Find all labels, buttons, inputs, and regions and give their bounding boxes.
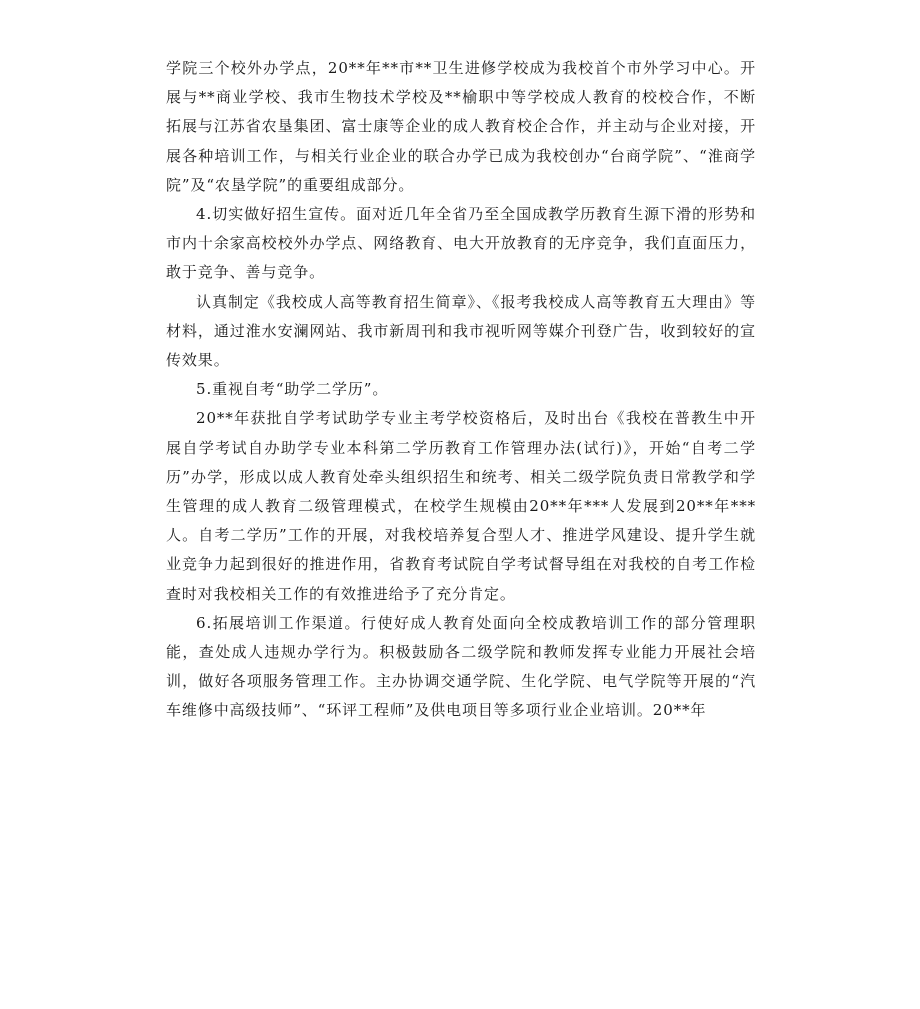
paragraph-self-study-details: 20**年获批自学考试助学专业主考学校资格后，及时出台《我校在普教生中开展自学考试自办助学专业本科第二学历教育工作管理办法(试行)》，开始“自考二学历”办学，形成以成人教育处牵头组织招生和统考、相关二级学院负责日常教学和学生管理的成人教育二级管理模式，在校学生规模由20**年***人发展到20**年***人。自考二学历”工作的开展，对我校培养复合型人才、推进学风建设、提升学生就业竞争力起到很好的推进作用，省教育考试院自学考试督导组在对我校的自考工作检查时对我校相关工作的有效推进给予了充分肯定。 [166, 409, 756, 603]
paragraph-admission-brochure: 认真制定《我校成人高等教育招生简章》、《报考我校成人高等教育五大理由》等材料，通过淮水安澜网站、我市新周刊和我市视听网等媒介刊登广告，收到较好的宣传效果。 [166, 292, 756, 370]
paragraph-continued: 学院三个校外办学点，20**年**市**卫生进修学校成为我校首个市外学习中心。开展与**商业学校、我市生物技术学校及**榆职中等学校成人教育的校校合作，不断拓展与江苏省农垦集团、富士康等企业的成人教育校企合作，并主动与企业对接，开展各种培训工作，与相关行业企业的联合办学已成为我校创办“台商学院”、“淮商学院”及“农垦学院”的重要组成部分。 [166, 59, 756, 194]
document-body [166, 54, 756, 726]
paragraph-recruitment-publicity: 4.切实做好招生宣传。面对近几年全省乃至全国成教学历教育生源下滑的形势和市内十余家高校校外办学点、网络教育、电大开放教育的无序竞争，我们直面压力，敢于竞争、善与竞争。 [166, 205, 756, 282]
paragraph-self-study-heading: 5.重视自考“助学二学历”。 [196, 380, 389, 399]
paragraph-training-channels: 6.拓展培训工作渠道。行使好成人教育处面向全校成教培训工作的部分管理职能，查处成人违规办学行为。积极鼓励各二级学院和教师发挥专业能力开展社会培训，做好各项服务管理工作。主办协调交通学院、生化学院、电气学院等开展的“汽车维修中高级技师”、“环评工程师”及供电项目等多项行业企业培训。20**年 [166, 613, 756, 720]
